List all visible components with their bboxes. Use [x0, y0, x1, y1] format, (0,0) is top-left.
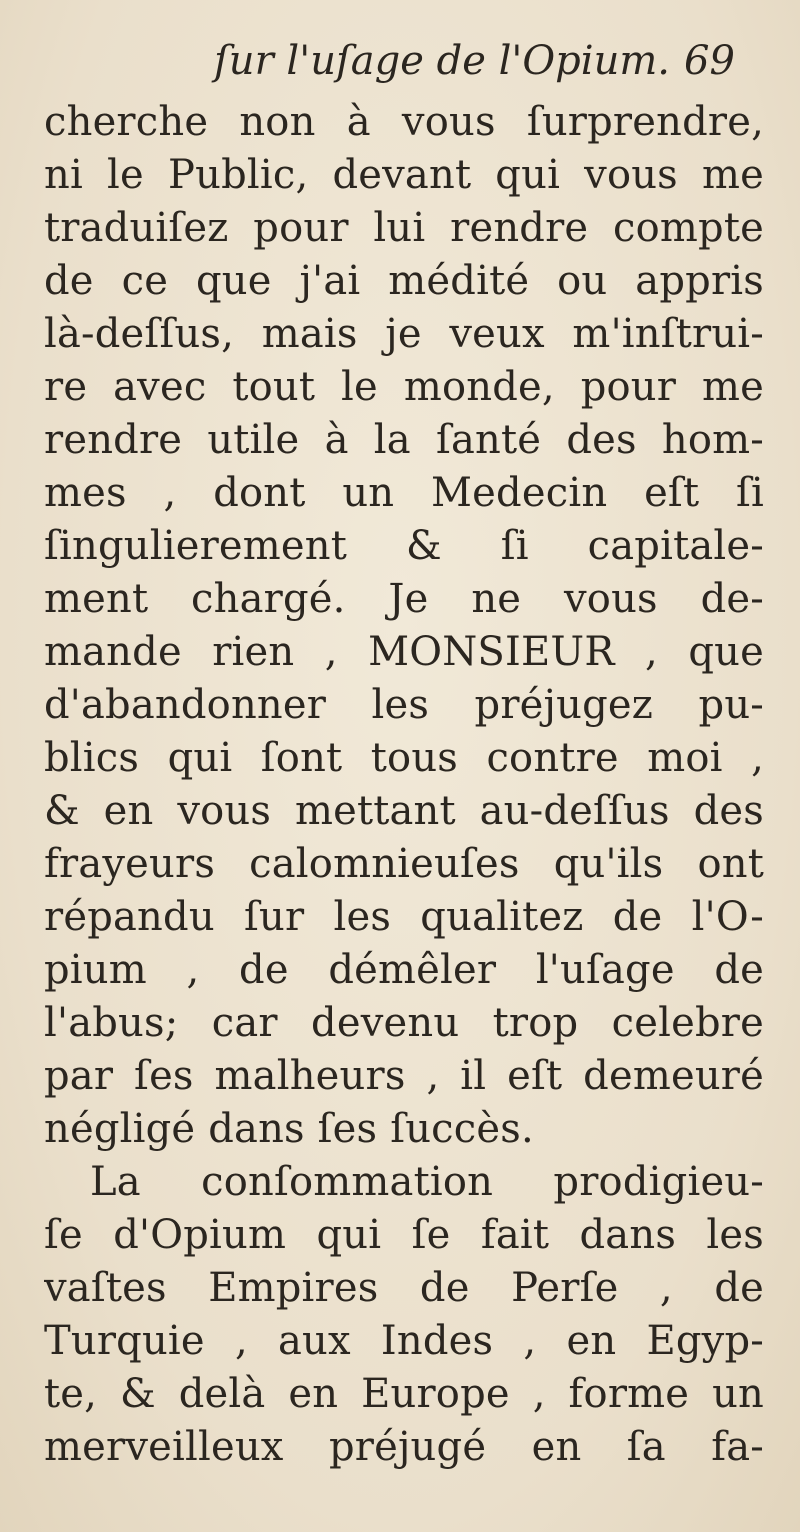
- text-line: pium , de démêler l'uſage de: [44, 947, 764, 993]
- running-title: ſur l'uſage de l'Opium.: [214, 38, 670, 84]
- text-line: par ſes malheurs , il eſt demeuré: [44, 1053, 764, 1099]
- text-line: d'abandonner les préjugez pu-: [44, 682, 764, 728]
- text-line: ment chargé. Je ne vous de-: [44, 576, 764, 622]
- text-line: frayeurs calomnieuſes qu'ils ont: [44, 841, 764, 887]
- text-line: ſe d'Opium qui ſe fait dans les: [44, 1212, 764, 1258]
- text-line: re avec tout le monde, pour me: [44, 364, 764, 410]
- text-line: mes , dont un Medecin eſt ſi: [44, 470, 764, 516]
- text-line: de ce que j'ai médité ou appris: [44, 258, 764, 304]
- text-line: Turquie , aux Indes , en Egyp-: [44, 1318, 764, 1364]
- text-line: mande rien , MONSIEUR , que: [44, 629, 764, 675]
- text-line: te, & delà en Europe , forme un: [44, 1371, 764, 1417]
- paragraph-start-line: La conſommation prodigieu-: [90, 1159, 764, 1205]
- text-line: ni le Public, devant qui vous me: [44, 152, 764, 198]
- text-line: merveilleux préjugé en ſa fa-: [44, 1424, 764, 1470]
- text-line: là-deſſus, mais je veux m'inſtrui-: [44, 311, 764, 357]
- text-line: négligé dans ſes ſuccès.: [44, 1106, 534, 1152]
- text-line: répandu ſur les qualitez de l'O-: [44, 894, 764, 940]
- text-line: l'abus; car devenu trop celebre: [44, 1000, 764, 1046]
- body-text: [44, 96, 764, 1474]
- text-line: ſingulierement & ſi capitale-: [44, 523, 764, 569]
- text-line: & en vous mettant au-deſſus des: [44, 788, 764, 834]
- text-line: blics qui ſont tous contre moi ,: [44, 735, 764, 781]
- text-line: traduiſez pour lui rendre compte: [44, 205, 764, 251]
- text-line: rendre utile à la ſanté des hom-: [44, 417, 764, 463]
- text-line: vaſtes Empires de Perſe , de: [44, 1265, 764, 1311]
- page-number: 69: [684, 38, 735, 84]
- text-line: cherche non à vous ſurprendre,: [44, 99, 764, 145]
